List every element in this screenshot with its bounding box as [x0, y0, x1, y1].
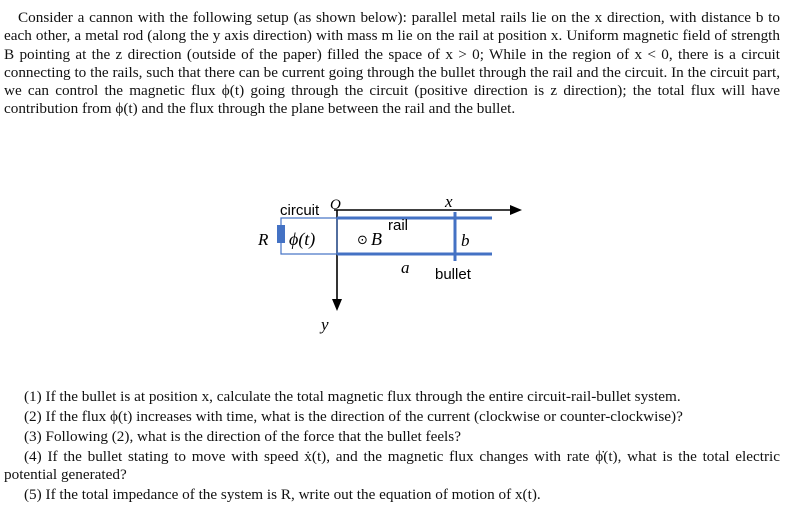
question-3: (3) Following (2), what is the direction of the force that the bullet feels? [24, 428, 461, 445]
flux-label: ϕ(t) [289, 229, 316, 249]
a-label: a [401, 258, 410, 277]
rail-label: rail [388, 217, 409, 234]
resistor-label: R [258, 230, 269, 249]
question-2: (2) If the flux ϕ(t) increases with time, what is the direction of the current (clockwise or counter-clockwise)? [24, 408, 683, 425]
origin-label: O [330, 197, 341, 213]
resistor [277, 225, 285, 243]
field-label: B [371, 229, 382, 249]
question-1: (1) If the bullet is at position x, calculate the total magnetic flux through the entire circuit-rail-bullet system. [24, 388, 681, 405]
y-axis-label: y [321, 315, 329, 334]
problem-statement: Consider a cannon with the following setup (as shown below): parallel metal rails lie on the x direction, with distance b to each other, a metal rod (along the y axis direction) with mass m lie on the rail at position x. Uniform magnetic field of strength B pointing at the z direction (outside of the paper) filled the space of x > 0; While in the region of x < 0, there is a circuit connecting to the rails, such that there can be current going through the bullet through the rail and the circuit. In the circuit part, we can control the magnetic flux ϕ(t) going through the circuit (positive direction is z direction); the total flux will have contribution from ϕ(t) and the flux through the plane between the rail and the bullet. [4, 9, 780, 118]
x-axis-arrowhead [510, 205, 522, 215]
x-axis-label: x [445, 192, 453, 211]
question-4: (4) If the bullet stating to move with speed ẋ(t), and the magnetic flux changes with rate ϕ̇(t), what is the total electric potential generated? [4, 448, 780, 484]
question-5: (5) If the total impedance of the system is R, write out the equation of motion of x(t). [24, 486, 541, 503]
b-label: b [461, 231, 470, 250]
field-out-of-page-icon: ⊙ [357, 232, 368, 247]
bullet-label: bullet [435, 266, 471, 283]
circuit-label: circuit [280, 202, 320, 219]
y-axis-arrowhead [332, 299, 342, 311]
